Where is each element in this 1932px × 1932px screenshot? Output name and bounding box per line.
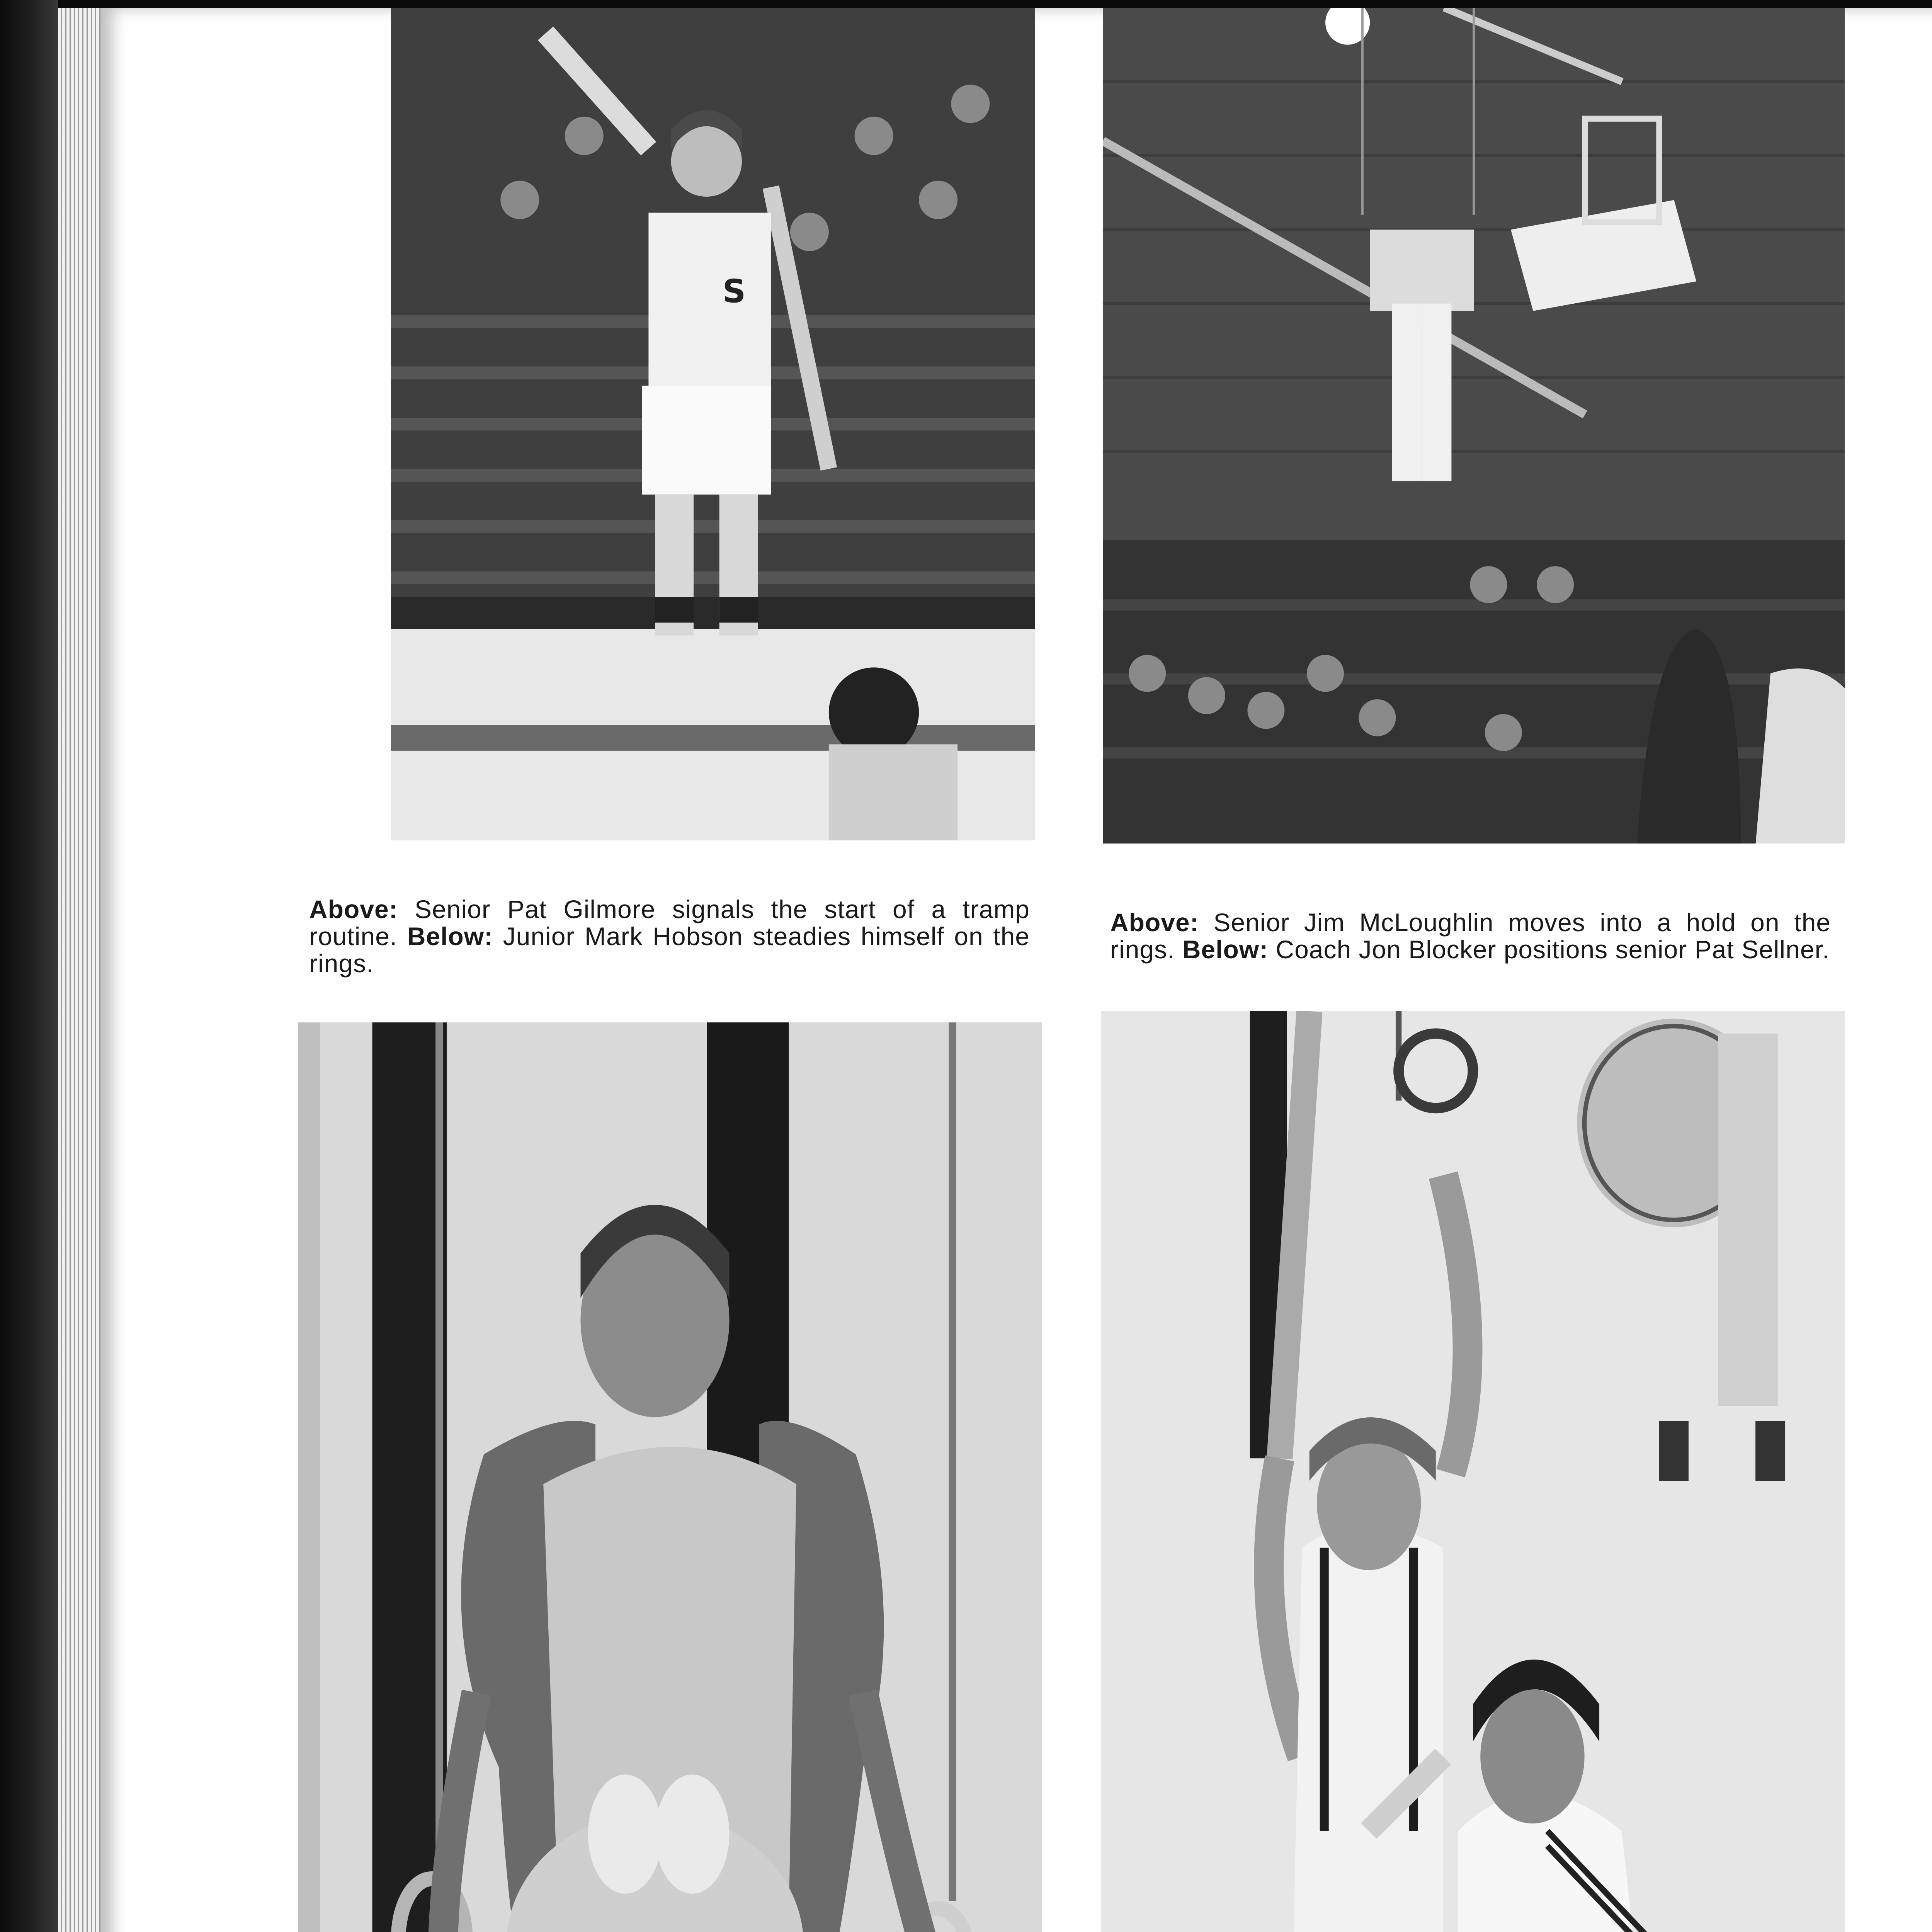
caption-right-below-text: Coach Jon Blocker positions senior Pat Sellner. xyxy=(1268,935,1830,964)
photo-tramp-gymnast xyxy=(391,8,1035,840)
caption-right-below-label: Below: xyxy=(1182,935,1269,964)
page-stack-edges xyxy=(58,8,100,1932)
caption-left-above-text: Senior Pat Gilmore signals the start of a tramp routine. xyxy=(309,895,1030,951)
caption-right xyxy=(1110,909,1831,963)
photo-rings-hold xyxy=(1103,8,1845,844)
caption-left-above-label: Above: xyxy=(309,895,398,923)
caption-right-above-text: Senior Jim McLoughlin moves into a hold on the rings. xyxy=(1110,908,1831,964)
caption-left-below-label: Below: xyxy=(407,922,493,951)
scan-left-edge xyxy=(0,0,58,1932)
photo-rings-gymnast xyxy=(298,1022,1042,1932)
caption-left-below-text: Junior Mark Hobson steadies himself on the rings. xyxy=(309,922,1030,978)
scan-top-edge xyxy=(0,0,1932,8)
caption-left xyxy=(309,896,1030,977)
jersey-letter: S xyxy=(722,272,746,310)
caption-right-above-label: Above: xyxy=(1110,908,1199,937)
photo-coach-positioning xyxy=(1101,1011,1845,1932)
